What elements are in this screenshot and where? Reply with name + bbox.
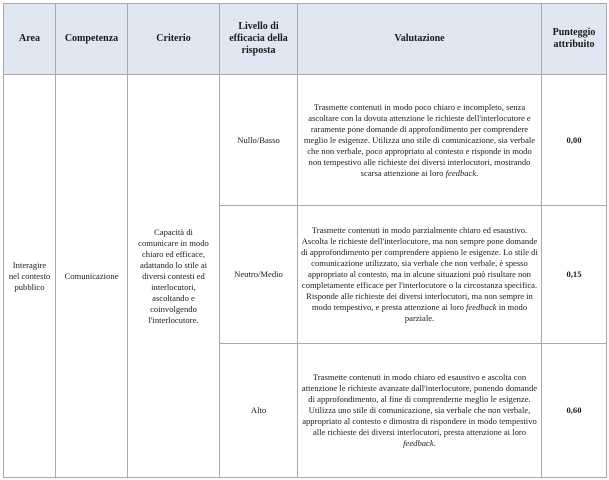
- header-livello: Livello di efficacia della risposta: [220, 4, 298, 75]
- livello-cell: Alto: [220, 344, 298, 478]
- competenza-cell: Comunicazione: [56, 75, 128, 478]
- header-valutazione: Valutazione: [298, 4, 542, 75]
- valutazione-emphasis: feedback: [403, 438, 434, 448]
- area-cell: Interagire nel contesto pubblico: [4, 75, 56, 478]
- punteggio-cell: 0,15: [542, 206, 607, 344]
- header-area: Area: [4, 4, 56, 75]
- valutazione-text-end: .: [433, 438, 436, 448]
- valutazione-text: Trasmette contenuti in modo parzialmente chiaro ed esaustivo. Ascolta le richieste dell'interlocutore, ma non sempre pone domande di approfondimento per comprendere appieno le esigenze. Lo stile di comunicazione utilizzato, sia verbale che non verbale, è spesso appropriato al contesto, ma in alcune situazioni può risultare non completamente efficace per l'interlocutore o la circostanza specifica. Risponde alle richieste dei diversi interlocutori, ma non sempre in modo tempestivo, e presta attenzione ai loro: [301, 225, 538, 312]
- valutazione-text: Trasmette contenuti in modo chiaro ed esaustivo e ascolta con attenzione le richieste avanzate dall'interlocutore, ponendo domande di approfondimento, al fine di comprenderne meglio le esigenze. Utilizza uno stile di comunicazione, sia verbale che non verbale, appropriato al contesto e dimostra di rispondere in modo tempestivo alle richieste dei diversi interlocutori, presta attenzione ai loro: [301, 372, 538, 437]
- valutazione-text: Trasmette contenuti in modo poco chiaro e incompleto, senza ascoltare con la dovuta attenzione le richieste dell'interlocutore e raramente pone domande di approfondimento per comprendere meglio le esigenze. Utilizza uno stile di comunicazione, sia verbale che non verbale, poco appropriato al contesto e risponde in modo non tempestivo alle richieste dei diversi interlocutori, mostrando scarsa attenzione ai loro: [303, 101, 536, 178]
- table-row: [4, 75, 607, 206]
- header-punteggio: Punteggio attribuito: [542, 4, 607, 75]
- header-competenza: Competenza: [56, 4, 128, 75]
- valutazione-emphasis: feedback: [466, 302, 497, 312]
- valutazione-text-end: in modo parziale.: [404, 302, 528, 323]
- valutazione-cell: [298, 344, 542, 478]
- livello-cell: Nullo/Basso: [220, 75, 298, 206]
- valutazione-cell: [298, 206, 542, 344]
- valutazione-cell: [298, 75, 542, 206]
- criterio-cell: Capacità di comunicare in modo chiaro ed efficace, adattando lo stile ai diversi contesti ed interlocutori, ascoltando e coinvolgendo l'interlocutore.: [128, 75, 220, 478]
- valutazione-emphasis: feedback: [445, 167, 477, 178]
- punteggio-cell: 0,60: [542, 344, 607, 478]
- header-criterio: Criterio: [128, 4, 220, 75]
- valutazione-text-end: .: [476, 167, 479, 178]
- evaluation-rubric-table: [3, 3, 607, 478]
- header-row: [4, 4, 607, 75]
- livello-cell: Neutro/Medio: [220, 206, 298, 344]
- punteggio-cell: 0,00: [542, 75, 607, 206]
